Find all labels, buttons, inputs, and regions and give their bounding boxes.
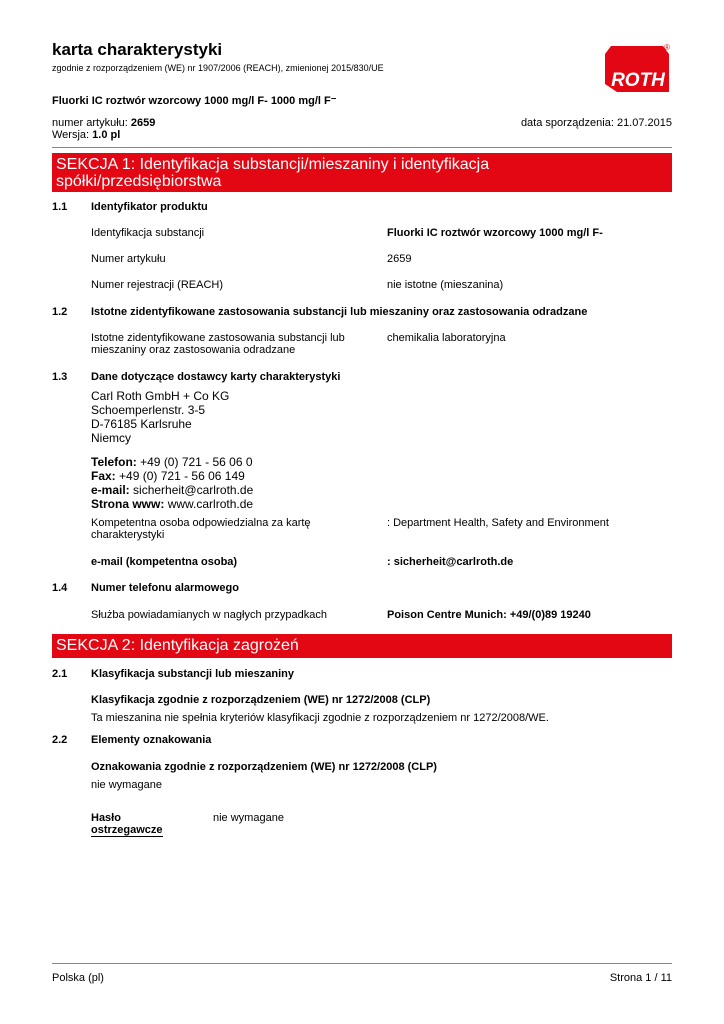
phone: Telefon: +49 (0) 721 - 56 06 0	[91, 455, 253, 469]
subsection-number: 1.2	[52, 306, 68, 318]
field-label: Numer artykułu	[91, 253, 166, 265]
regulation-subtitle: zgodnie z rozporządzeniem (WE) nr 1907/2006 (REACH), zmienionej 2015/830/UE	[52, 63, 384, 73]
signal-word-value: nie wymagane	[213, 812, 284, 824]
section-2-heading: SEKCJA 2: Identyfikacja zagrożeń	[52, 634, 672, 658]
page-number: Strona 1 / 11	[609, 972, 672, 984]
classification-text: Ta mieszanina nie spełnia kryteriów klasyfikacji zgodnie z rozporządzeniem nr 1272/2008/WE.	[91, 712, 549, 724]
subsection-number: 1.4	[52, 582, 68, 594]
version: Wersja: 1.0 pl	[52, 129, 121, 141]
field-value: chemikalia laboratoryjna	[387, 332, 506, 344]
footer-language: Polska (pl)	[52, 972, 104, 984]
subsection-number: 1.1	[52, 201, 68, 213]
issue-date: data sporządzenia: 21.07.2015	[520, 117, 672, 129]
subsection-number: 2.2	[52, 734, 68, 746]
classification-subheading: Klasyfikacja zgodnie z rozporządzeniem (WE) nr 1272/2008 (CLP)	[91, 694, 431, 706]
field-label: e-mail (kompetentna osoba)	[91, 556, 238, 568]
fax: Fax: +49 (0) 721 - 56 06 149	[91, 469, 245, 483]
subsection-number: 2.1	[52, 668, 68, 680]
roth-logo	[603, 40, 671, 98]
header-divider	[52, 147, 672, 148]
field-value: : sicherheit@carlroth.de	[387, 556, 514, 568]
email: e-mail: sicherheit@carlroth.de	[91, 483, 254, 497]
field-label: Służba powiadamianych w nagłych przypadkach	[91, 609, 328, 621]
subsection-heading: Numer telefonu alarmowego	[91, 582, 239, 594]
document-title: karta charakterystyki	[52, 40, 223, 59]
field-label: Kompetentna osoba odpowiedzialna za kartę charakterystyki	[91, 517, 311, 541]
subsection-heading: Dane dotyczące dostawcy karty charakterystyki	[91, 371, 341, 383]
article-number: numer artykułu: 2659	[52, 117, 156, 129]
field-value: Poison Centre Munich: +49/(0)89 19240	[387, 609, 591, 621]
registered-mark: ®	[664, 43, 670, 52]
supplier-address: Carl Roth GmbH + Co KG Schoemperlenstr. 3-5 D-76185 Karlsruhe Niemcy	[91, 389, 230, 445]
subsection-heading: Istotne zidentyfikowane zastosowania substancji lub mieszaniny oraz zastosowania odradzane	[91, 306, 588, 318]
signal-word-label: Hasło ostrzegawcze	[91, 812, 163, 836]
logo-text: ROTH	[611, 70, 665, 91]
subsection-number: 1.3	[52, 371, 68, 383]
field-label: Numer rejestracji (REACH)	[91, 279, 224, 291]
field-value: Fluorki IC roztwór wzorcowy 1000 mg/l F-	[387, 227, 603, 239]
website: Strona www: www.carlroth.de	[91, 497, 254, 511]
field-value: : Department Health, Safety and Environment	[387, 517, 609, 529]
subsection-heading: Identyfikator produktu	[91, 201, 208, 213]
supplier-contacts	[91, 455, 253, 511]
labelling-text: nie wymagane	[91, 779, 162, 791]
footer-divider	[52, 963, 672, 964]
field-value: nie istotne (mieszanina)	[387, 279, 504, 291]
field-label: Identyfikacja substancji	[91, 227, 205, 239]
subsection-heading: Klasyfikacja substancji lub mieszaniny	[91, 668, 294, 680]
section-1-heading: SEKCJA 1: Identyfikacja substancji/mieszaniny i identyfikacja spółki/przedsiębiorstwa	[52, 153, 672, 192]
field-value: 2659	[387, 253, 412, 265]
labelling-subheading: Oznakowania zgodnie z rozporządzeniem (WE) nr 1272/2008 (CLP)	[91, 761, 437, 773]
subsection-heading: Elementy oznakowania	[91, 734, 212, 746]
product-name: Fluorki IC roztwór wzorcowy 1000 mg/l F- 1000 mg/l F⁻	[52, 95, 337, 107]
field-label: Istotne zidentyfikowane zastosowania substancji lub mieszaniny oraz zastosowania odradzane	[91, 332, 345, 356]
